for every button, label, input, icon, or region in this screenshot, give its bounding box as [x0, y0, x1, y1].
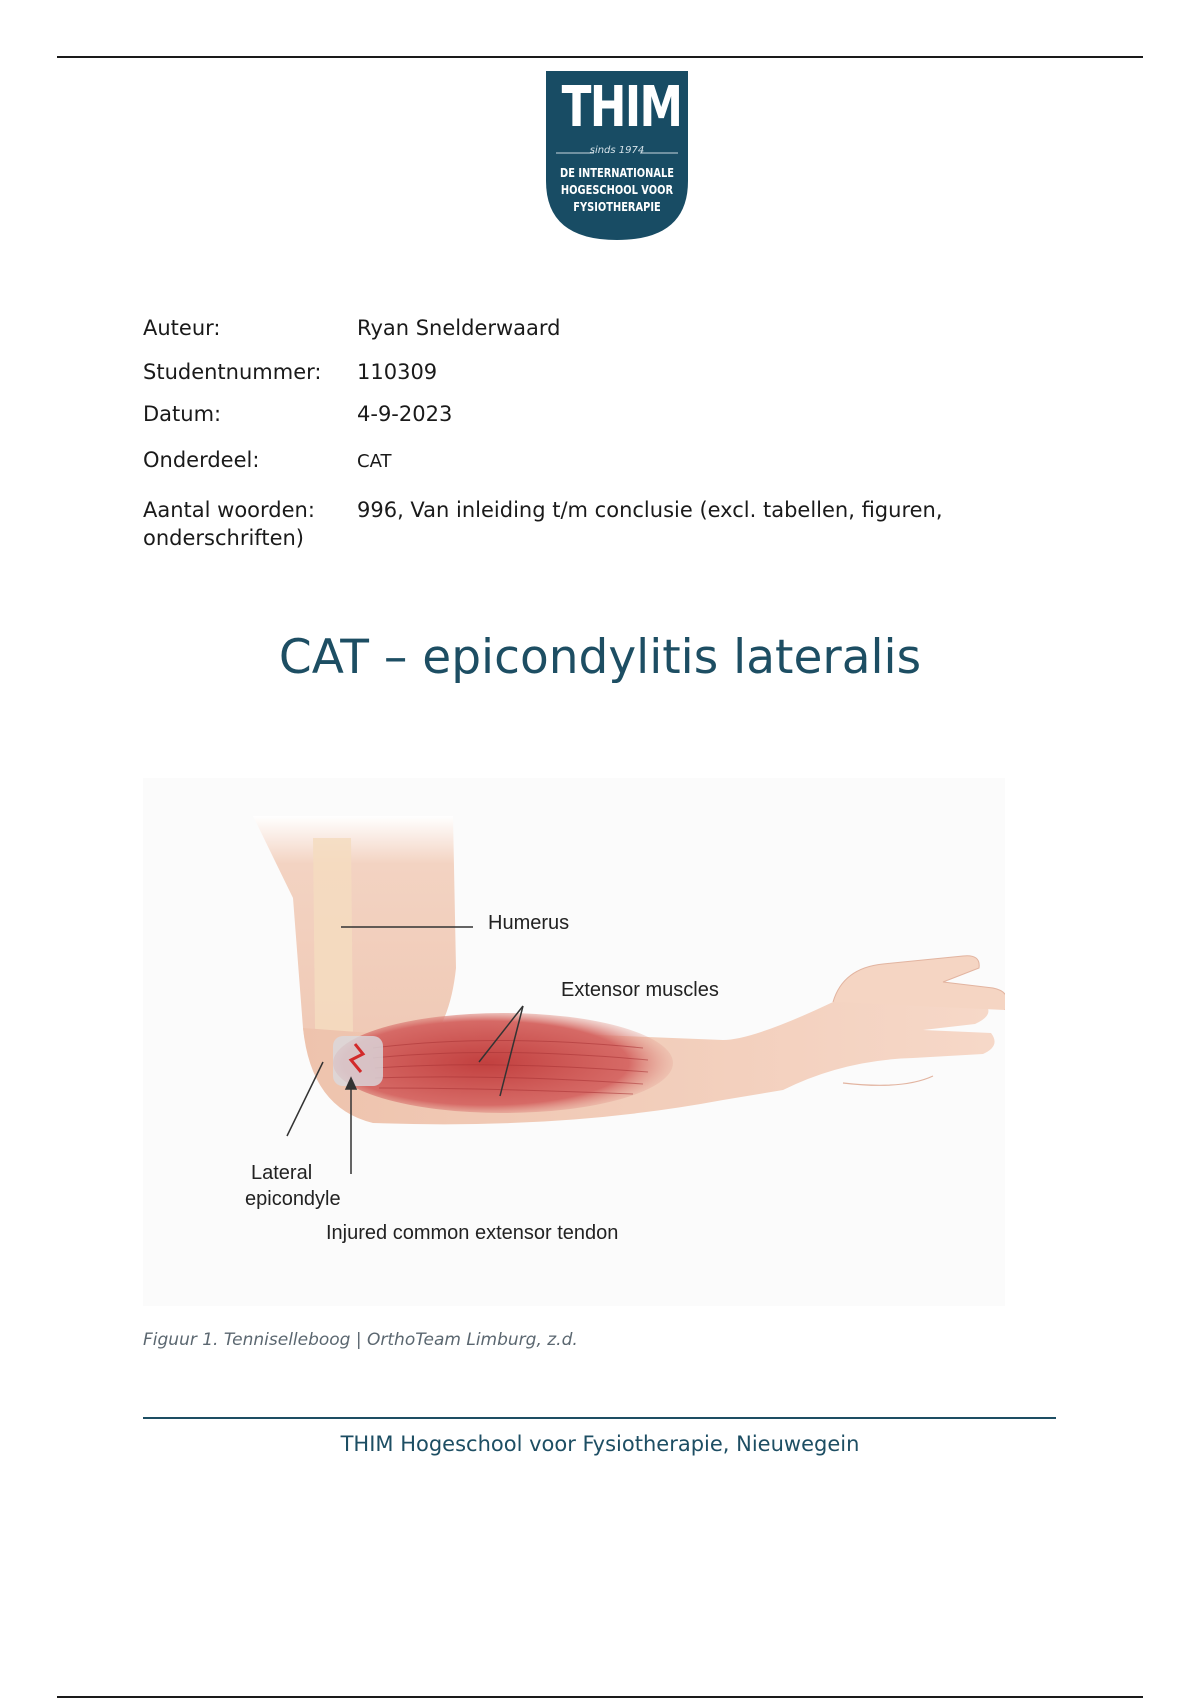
document-title: CAT – epicondylitis lateralis: [278, 630, 922, 685]
footer-text: THIM Hogeschool voor Fysiotherapie, Nieuwegein: [340, 1432, 860, 1456]
meta-label: Studentnummer:: [143, 360, 322, 384]
footer-rule: [143, 1417, 1056, 1419]
label-injured-tendon: Injured common extensor tendon: [326, 1222, 619, 1244]
top-rule: [57, 56, 1143, 58]
meta-value-author: Ryan Snelderwaard: [357, 316, 561, 340]
thim-logo: [546, 71, 688, 240]
figure-caption: Figuur 1. Tenniselleboog | OrthoTeam Limburg, z.d.: [143, 1330, 578, 1350]
meta-label: Auteur:: [143, 316, 221, 340]
meta-label: Aantal woorden:: [143, 498, 315, 522]
meta-label: Datum:: [143, 402, 222, 426]
meta-value-date: 4-9-2023: [357, 402, 453, 426]
label-humerus: Humerus: [488, 912, 570, 934]
label-epicondyle: epicondyle: [245, 1188, 341, 1210]
label-extensor-muscles: Extensor muscles: [561, 979, 719, 1001]
meta-value-word-count: 996, Van inleiding t/m conclusie (excl. tabellen, figuren,: [357, 498, 943, 522]
logo-since: sinds 1974: [589, 145, 645, 156]
meta-value-student-number: 110309: [357, 360, 438, 384]
logo-line-3: FYSIOTHERAPIE: [573, 200, 661, 214]
meta-label-continued: onderschriften): [143, 526, 304, 550]
meta-value-section: CAT: [357, 451, 392, 472]
logo-line-2: HOGESCHOOL VOOR: [560, 183, 674, 197]
logo-name: THIM: [561, 75, 682, 140]
bottom-rule: [57, 1696, 1143, 1698]
label-lateral: Lateral: [251, 1162, 313, 1184]
meta-label: Onderdeel:: [143, 448, 260, 472]
logo-line-1: DE INTERNATIONALE: [560, 166, 674, 180]
elbow-anatomy-figure: [143, 778, 1005, 1306]
